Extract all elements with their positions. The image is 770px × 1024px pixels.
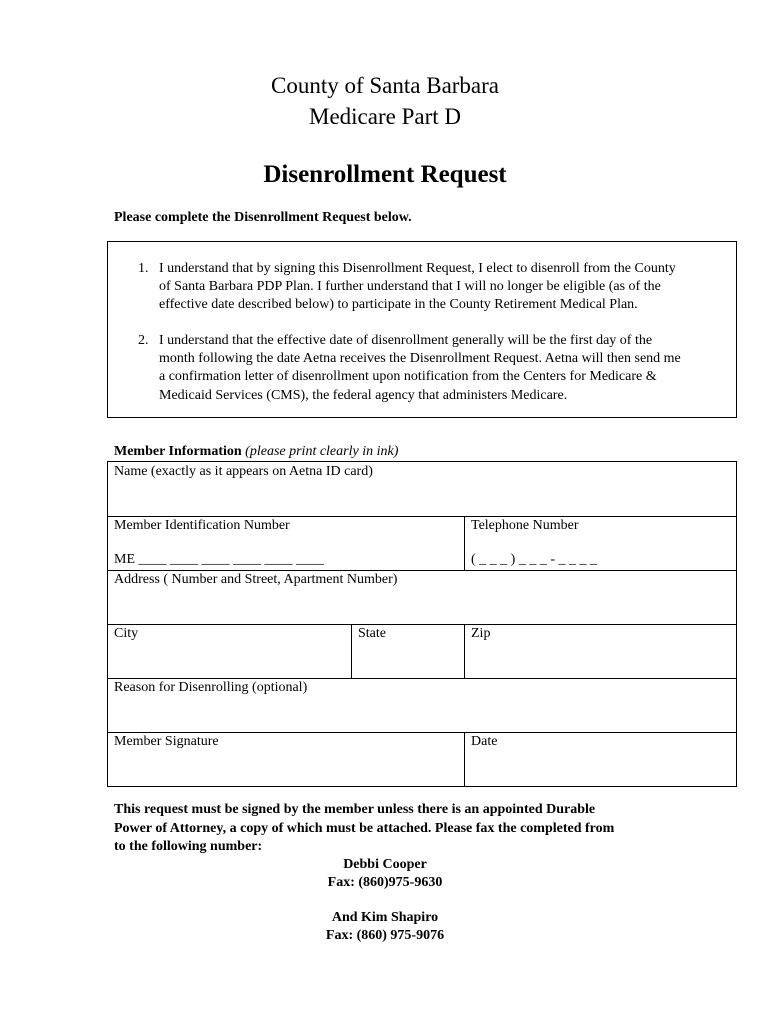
telephone-template: ( _ _ _ ) _ _ _ - _ _ _ _: [471, 552, 597, 567]
contact2-fax: Fax: (860) 975-9076: [325, 928, 445, 943]
term-line: effective date described below) to participate in the County Retirement Medical Plan.: [159, 297, 638, 313]
member-info-instruction: (please print clearly in ink): [245, 444, 399, 459]
member-info-heading: [114, 444, 398, 460]
term-number: 1.: [138, 261, 149, 276]
contact1-fax: Fax: (860)975-9630: [327, 875, 443, 890]
term-line: I understand that by signing this Disenrollment Request, I elect to disenroll from the County: [159, 261, 676, 276]
signature-requirement-note: [114, 801, 674, 857]
reason-label: Reason for Disenrolling (optional): [114, 680, 308, 695]
signature-label: Member Signature: [114, 734, 219, 749]
member-id-label: Member Identification Number: [114, 518, 290, 533]
term-item: [138, 332, 738, 410]
member-id-field[interactable]: [108, 516, 464, 570]
signature-field[interactable]: [108, 732, 464, 786]
contact2-name: And Kim Shapiro: [331, 910, 439, 925]
term-number: 2.: [138, 333, 149, 348]
address-label: Address ( Number and Street, Apartment Number): [114, 572, 398, 587]
note-line: to the following number:: [114, 839, 263, 854]
term-line: I understand that the effective date of disenrollment generally will be the first day of the: [159, 333, 653, 348]
zip-label: Zip: [471, 626, 491, 641]
term-line: of Santa Barbara PDP Plan. I further understand that I will no longer be eligible (as of the: [159, 279, 661, 295]
terms-box: [107, 241, 737, 418]
county-name: County of Santa Barbara: [270, 73, 500, 98]
contact1-name: Debbi Cooper: [343, 857, 427, 872]
date-field[interactable]: [465, 732, 736, 786]
note-line: Power of Attorney, a copy of which must be attached. Please fax the completed from: [114, 820, 615, 836]
member-info-title: Member Information: [114, 444, 242, 459]
zip-field[interactable]: [465, 624, 736, 678]
city-label: City: [114, 626, 139, 641]
reason-field[interactable]: [108, 678, 736, 732]
member-info-table: [107, 461, 737, 787]
city-field[interactable]: [108, 624, 351, 678]
instruction-text: Please complete the Disenrollment Request below.: [114, 210, 412, 225]
term-line: month following the date Aetna receives the Disenrollment Request. Aetna will then send me: [159, 351, 681, 367]
note-line: This request must be signed by the member unless there is an appointed Durable: [114, 802, 596, 817]
term-line: a confirmation letter of disenrollment upon notification from the Centers for Medicare &: [159, 369, 657, 385]
member-id-template: ME ____ ____ ____ ____ ____ ____: [114, 552, 324, 567]
term-text: [159, 260, 729, 315]
telephone-field[interactable]: [465, 516, 736, 570]
term-line: Medicaid Services (CMS), the federal agency that administers Medicare.: [159, 387, 568, 403]
address-field[interactable]: [108, 570, 736, 624]
state-field[interactable]: [352, 624, 464, 678]
term-text: [159, 332, 729, 405]
name-field[interactable]: [108, 462, 736, 516]
form-title: Disenrollment Request: [263, 161, 507, 188]
name-label: Name (exactly as it appears on Aetna ID card): [114, 464, 373, 479]
date-label: Date: [471, 734, 498, 749]
telephone-label: Telephone Number: [471, 518, 579, 533]
plan-name: Medicare Part D: [309, 104, 461, 129]
term-item: [138, 260, 738, 320]
state-label: State: [358, 626, 386, 641]
